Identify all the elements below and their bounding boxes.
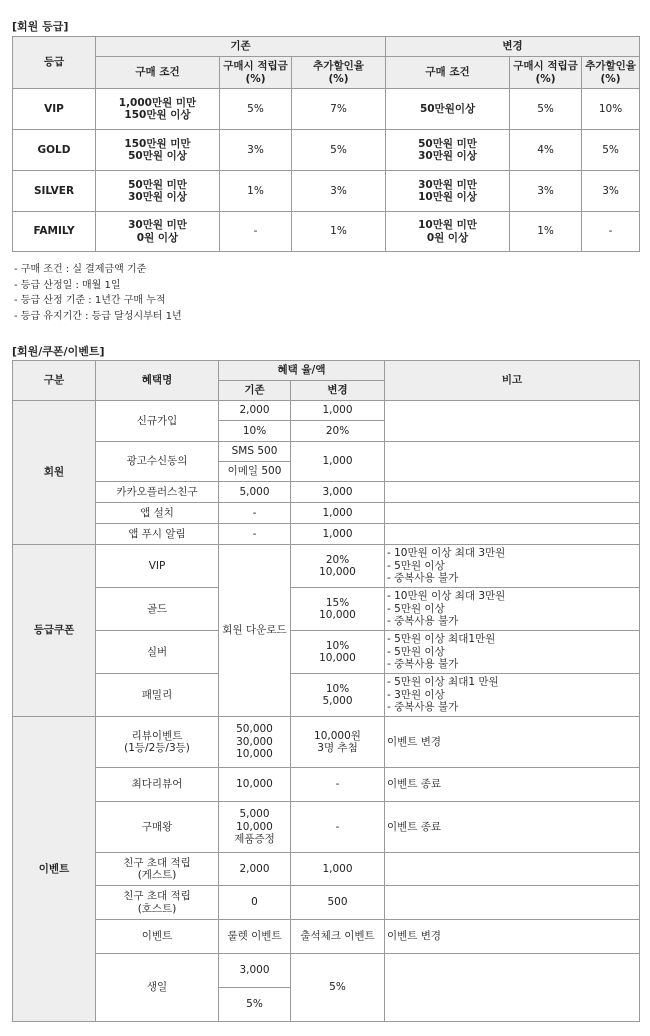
coupon-name: 패밀리 — [96, 674, 219, 717]
before-points: 3% — [220, 130, 292, 171]
note-line: - 등급 유지기간 : 등급 달성시부터 1년 — [14, 310, 182, 322]
review-note: 이벤트 변경 — [385, 717, 640, 768]
ad-consent-note — [385, 442, 640, 482]
table-row — [13, 89, 640, 130]
table-row — [13, 717, 640, 768]
table-row — [13, 674, 640, 717]
table-row — [13, 954, 640, 988]
benefit-section-title: [회원/쿠폰/이벤트] — [12, 345, 105, 358]
grade-label: SILVER — [13, 171, 96, 212]
after-discount: 3% — [582, 171, 640, 212]
invite-host-before: 0 — [219, 886, 291, 920]
table-row — [13, 853, 640, 886]
table-row — [13, 524, 640, 545]
table-row — [13, 171, 640, 212]
kakao-before: 5,000 — [219, 482, 291, 503]
before-header: 기존 — [96, 37, 386, 57]
after-header: 변경 — [386, 37, 640, 57]
event-row-before: 룰렛 이벤트 — [219, 920, 291, 954]
table-row — [13, 442, 640, 462]
best-reviewer-after: - — [291, 768, 385, 802]
kakao-after: 3,000 — [291, 482, 385, 503]
before-discount: 1% — [292, 212, 386, 252]
purchase-king-name: 구매왕 — [96, 802, 219, 853]
after-points: 4% — [510, 130, 582, 171]
birthday-before-2: 5% — [219, 988, 291, 1022]
birthday-after: 5% — [291, 954, 385, 1022]
signup-before-1: 2,000 — [219, 401, 291, 421]
after-condition: 30만원 미만 10만원 이상 — [386, 171, 510, 212]
coupon-name: 골드 — [96, 588, 219, 631]
before-discount: 5% — [292, 130, 386, 171]
signup-after-1: 1,000 — [291, 401, 385, 421]
after-points: 5% — [510, 89, 582, 130]
app-install-before: - — [219, 503, 291, 524]
ad-consent-after: 1,000 — [291, 442, 385, 482]
coupon-note: - 5만원 이상 최대1만원 - 5만원 이상 - 중복사용 불가 — [385, 631, 640, 674]
coupon-note: - 5만원 이상 최대1 만원 - 3만원 이상 - 중복사용 불가 — [385, 674, 640, 717]
invite-guest-before: 2,000 — [219, 853, 291, 886]
after-condition: 50만원이상 — [386, 89, 510, 130]
signup-note — [385, 401, 640, 442]
before-condition: 1,000만원 미만 150만원 이상 — [96, 89, 220, 130]
purchase-king-note: 이벤트 종료 — [385, 802, 640, 853]
after-discount: 10% — [582, 89, 640, 130]
kakao-name: 카카오플러스친구 — [96, 482, 219, 503]
invite-host-name: 친구 초대 적립 (호스트) — [96, 886, 219, 920]
grade-section-title: [회원 등급] — [12, 20, 69, 33]
coupon-after: 10% 5,000 — [291, 674, 385, 717]
table-row — [13, 130, 640, 171]
coupon-after: 20% 10,000 — [291, 545, 385, 588]
table-row — [13, 920, 640, 954]
benefit-table — [12, 360, 640, 1022]
note-line: - 구매 조건 : 실 결제금액 기준 — [14, 264, 147, 275]
before-condition: 30만원 미만 0원 이상 — [96, 212, 220, 252]
after-points-header: 구매시 적립금 (%) — [510, 57, 582, 89]
invite-host-after: 500 — [291, 886, 385, 920]
table-row — [13, 212, 640, 252]
before-condition: 50만원 미만 30만원 이상 — [96, 171, 220, 212]
coupon-group-label: 등급쿠폰 — [13, 545, 96, 717]
benefit-name-header: 혜택명 — [96, 361, 219, 401]
app-install-name: 앱 설치 — [96, 503, 219, 524]
app-push-note — [385, 524, 640, 545]
signup-before-2: 10% — [219, 421, 291, 442]
invite-guest-after: 1,000 — [291, 853, 385, 886]
app-push-name: 앱 푸시 알림 — [96, 524, 219, 545]
after-discount: - — [582, 212, 640, 252]
event-row-after: 출석체크 이벤트 — [291, 920, 385, 954]
coupon-name: 실버 — [96, 631, 219, 674]
before-discount-header: 추가할인율 (%) — [292, 57, 386, 89]
category-header: 구분 — [13, 361, 96, 401]
invite-host-note — [385, 886, 640, 920]
best-reviewer-before: 10,000 — [219, 768, 291, 802]
grade-label: VIP — [13, 89, 96, 130]
before-points: - — [220, 212, 292, 252]
table-row — [13, 588, 640, 631]
best-reviewer-note: 이벤트 종료 — [385, 768, 640, 802]
coupon-after: 10% 10,000 — [291, 631, 385, 674]
note-line: - 등급 산정일 : 매월 1일 — [14, 279, 121, 291]
purchase-king-before: 5,000 10,000 제품증정 — [219, 802, 291, 853]
before-condition-header: 구매 조건 — [96, 57, 220, 89]
member-group-label: 회원 — [13, 401, 96, 545]
app-push-after: 1,000 — [291, 524, 385, 545]
table-row — [13, 886, 640, 920]
table-row — [13, 503, 640, 524]
table-row — [13, 768, 640, 802]
rate-before-header: 기존 — [219, 381, 291, 401]
review-after: 10,000원 3명 추첨 — [291, 717, 385, 768]
birthday-before-1: 3,000 — [219, 954, 291, 988]
grade-label: FAMILY — [13, 212, 96, 252]
grade-table — [12, 36, 640, 252]
before-points: 5% — [220, 89, 292, 130]
event-group-label: 이벤트 — [13, 717, 96, 1022]
purchase-king-after: - — [291, 802, 385, 853]
before-points: 1% — [220, 171, 292, 212]
event-row-note: 이벤트 변경 — [385, 920, 640, 954]
invite-guest-note — [385, 853, 640, 886]
after-discount-header: 추가할인율 (%) — [582, 57, 640, 89]
event-row-name: 이벤트 — [96, 920, 219, 954]
review-before: 50,000 30,000 10,000 — [219, 717, 291, 768]
best-reviewer-name: 최다리뷰어 — [96, 768, 219, 802]
ad-consent-before-1: SMS 500 — [219, 442, 291, 462]
after-points: 3% — [510, 171, 582, 212]
coupon-after: 15% 10,000 — [291, 588, 385, 631]
after-condition: 10만원 미만 0원 이상 — [386, 212, 510, 252]
ad-consent-name: 광고수신동의 — [96, 442, 219, 482]
grade-label: GOLD — [13, 130, 96, 171]
ad-consent-before-2: 이메일 500 — [219, 462, 291, 482]
birthday-name: 생일 — [96, 954, 219, 1022]
table-row — [13, 482, 640, 503]
grade-header: 등급 — [13, 37, 96, 89]
invite-guest-name: 친구 초대 적립 (게스트) — [96, 853, 219, 886]
after-condition: 50만원 미만 30만원 이상 — [386, 130, 510, 171]
coupon-note: - 10만원 이상 최대 3만원 - 5만원 이상 - 중복사용 불가 — [385, 588, 640, 631]
coupon-before: 회원 다운로드 — [219, 545, 291, 717]
app-install-after: 1,000 — [291, 503, 385, 524]
table-row — [13, 401, 640, 421]
table-row — [13, 802, 640, 853]
kakao-note — [385, 482, 640, 503]
signup-after-2: 20% — [291, 421, 385, 442]
note-line: - 등급 산정 기준 : 1년간 구매 누적 — [14, 295, 166, 306]
rate-after-header: 변경 — [291, 381, 385, 401]
after-discount: 5% — [582, 130, 640, 171]
before-condition: 150만원 미만 50만원 이상 — [96, 130, 220, 171]
review-name: 리뷰이벤트 (1등/2등/3등) — [96, 717, 219, 768]
coupon-name: VIP — [96, 545, 219, 588]
grade-notes — [14, 262, 182, 324]
app-install-note — [385, 503, 640, 524]
signup-name: 신규가입 — [96, 401, 219, 442]
table-row — [13, 631, 640, 674]
remarks-header: 비고 — [385, 361, 640, 401]
rate-header: 혜택 율/액 — [219, 361, 385, 381]
before-discount: 3% — [292, 171, 386, 212]
table-row — [13, 545, 640, 588]
coupon-note: - 10만원 이상 최대 3만원 - 5만원 이상 - 중복사용 불가 — [385, 545, 640, 588]
before-points-header: 구매시 적립금 (%) — [220, 57, 292, 89]
after-points: 1% — [510, 212, 582, 252]
before-discount: 7% — [292, 89, 386, 130]
app-push-before: - — [219, 524, 291, 545]
birthday-note — [385, 954, 640, 1022]
after-condition-header: 구매 조건 — [386, 57, 510, 89]
